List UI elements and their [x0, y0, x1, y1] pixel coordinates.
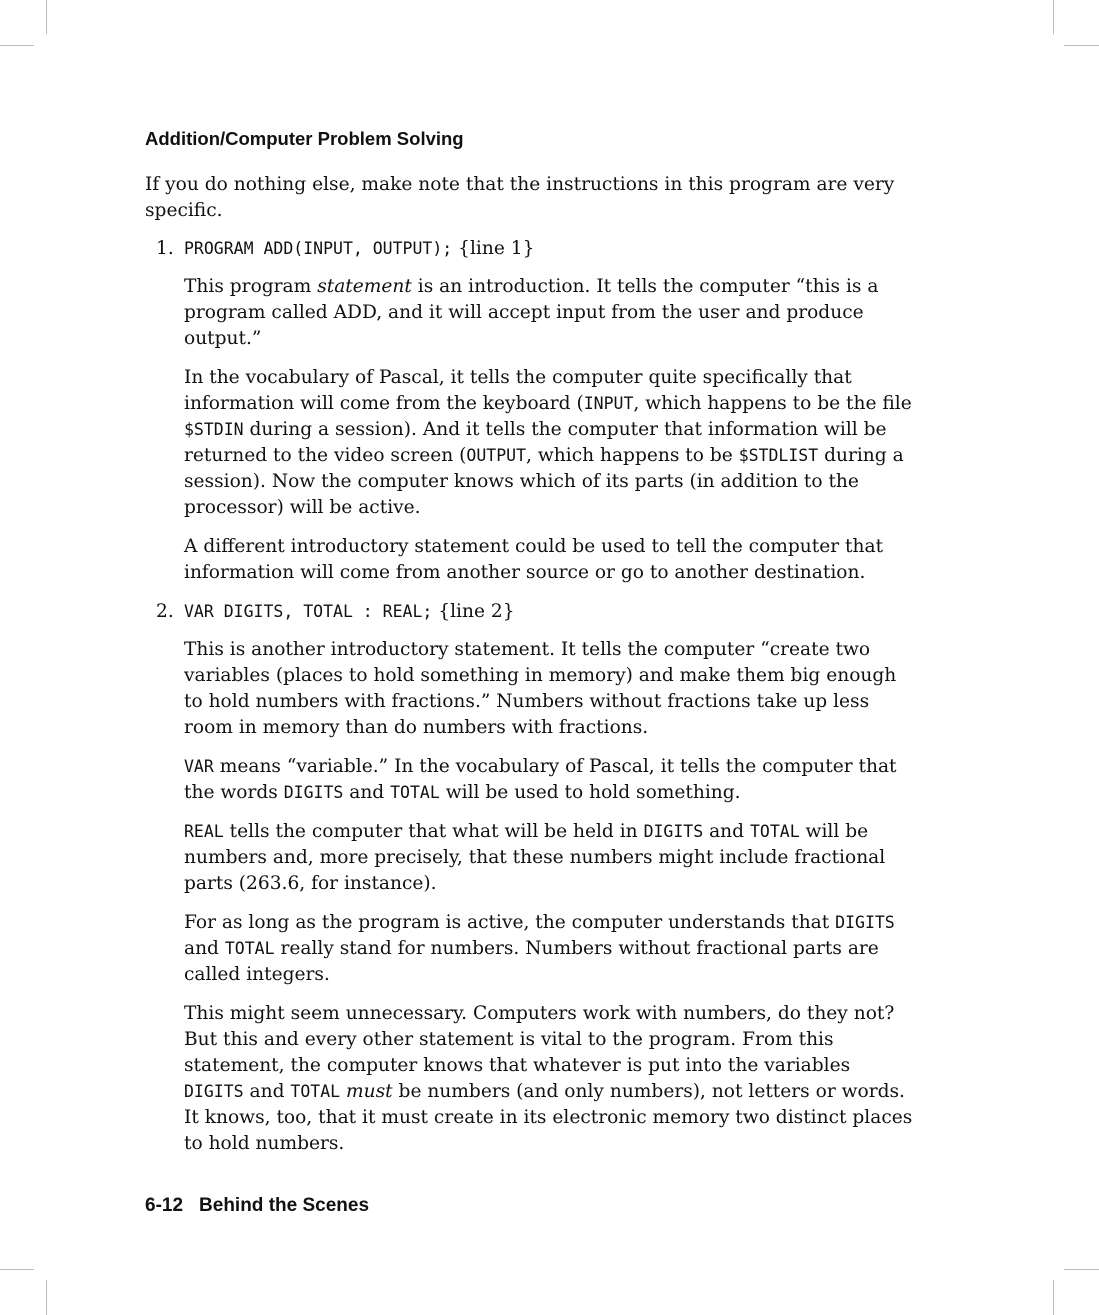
crop-mark: [46, 0, 47, 34]
list-number: 2.: [156, 601, 174, 622]
list-number: 1.: [156, 238, 174, 259]
crop-mark: [1064, 45, 1099, 46]
footer-title: Behind the Scenes: [199, 1195, 370, 1216]
code-comment: {line 2}: [438, 601, 515, 622]
crop-mark: [0, 45, 34, 46]
list-item-1-heading: [145, 236, 915, 262]
crop-mark: [46, 1280, 47, 1315]
crop-mark: [1053, 0, 1054, 34]
page-number: 6-12: [145, 1195, 184, 1216]
intro-paragraph: If you do nothing else, make note that the instructions in this program are very specific.: [145, 174, 895, 221]
code-line: VAR DIGITS, TOTAL : REAL;: [184, 602, 433, 621]
page-content: [145, 128, 915, 1170]
crop-mark: [1053, 1280, 1054, 1315]
crop-mark: [1064, 1269, 1099, 1270]
section-header: Addition/Computer Problem Solving: [145, 128, 464, 149]
paragraph: For as long as the program is active, the computer understands that DIGITS and TOTAL really stand for numbers. Numbers without fractional parts are called integers.: [184, 912, 895, 985]
code-comment: {line 1}: [458, 238, 535, 259]
list-item-2-heading: [145, 599, 915, 625]
paragraph: This might seem unnecessary. Computers work with numbers, do they not? But this and every other statement is vital to the program. From this statement, the computer knows that whatever is put into the variables DIGITS and TOTAL must be numbers (and only numbers), not letters or words. It knows, too, that it must create in its electronic memory two distinct places to hold numbers.: [184, 1003, 913, 1154]
paragraph: VAR means “variable.” In the vocabulary of Pascal, it tells the computer that the words DIGITS and TOTAL will be used to hold something.: [184, 756, 897, 803]
code-line: PROGRAM ADD(INPUT, OUTPUT);: [184, 239, 453, 258]
paragraph: In the vocabulary of Pascal, it tells the computer quite specifically that information will come from the keyboard (INPUT, which happens to be the file $STDIN during a session). And it tells the computer that information will be returned to the video screen (OUTPUT, which happens to be $STDLIST during a session). Now the computer knows which of its parts (in addition to the processor) will be active.: [184, 367, 912, 518]
paragraph: This is another introductory statement. It tells the computer “create two variables (places to hold something in memory) and make them big enough to hold numbers with fractions.” Numbers without fractions take up less room in memory than do numbers with fractions.: [184, 639, 897, 738]
paragraph: REAL tells the computer that what will be held in DIGITS and TOTAL will be numbers and, more precisely, that these numbers might include fractional parts (263.6, for instance).: [184, 821, 886, 894]
crop-mark: [0, 1269, 34, 1270]
paragraph: This program statement is an introduction. It tells the computer “this is a program called ADD, and it will accept input from the user and produce output.”: [184, 276, 879, 349]
paragraph: A different introductory statement could be used to tell the computer that information will come from another source or go to another destination.: [184, 536, 884, 583]
page-footer: [145, 1195, 369, 1217]
